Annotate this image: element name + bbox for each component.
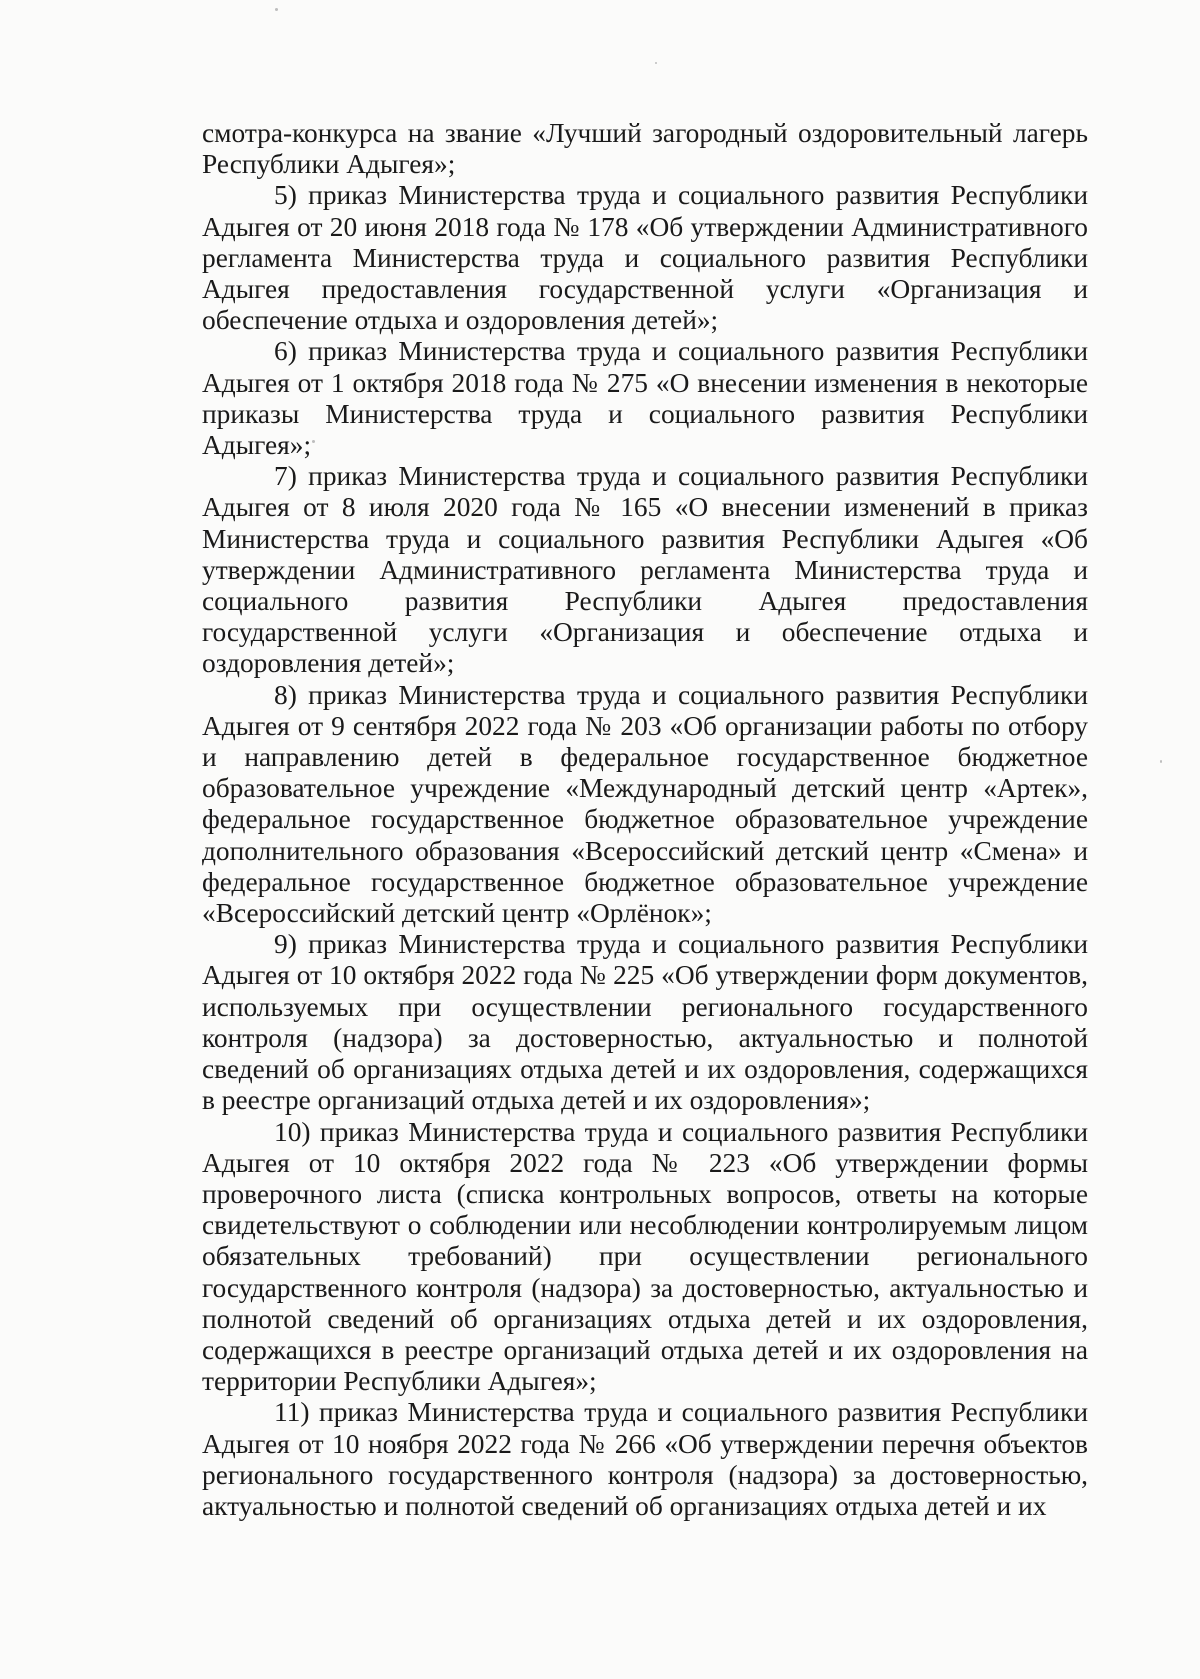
list-item-11: 11) приказ Министерства труда и социального развития Республики Адыгея от 10 ноября 2022 года № 266 «Об утверждении перечня объектов регионального государственного контроля (надзора) за достоверностью, актуальностью и полнотой сведений об организациях отдыха детей и их	[202, 1397, 1088, 1521]
list-item-10: 10) приказ Министерства труда и социального развития Республики Адыгея от 10 октября 2022 года № 223 «Об утверждении формы проверочного листа (списка контрольных вопросов, ответы на которые свидетельствуют о соблюдении или несоблюдении контролируемым лицом обязательных требований) при осуществлении регионального государственного контроля (надзора) за достоверностью, актуальностью и полнотой сведений об организациях отдыха детей и их оздоровления, содержащихся в реестре организаций отдыха детей и их оздоровления на территории Республики Адыгея»;	[202, 1116, 1088, 1397]
list-item-9: 9) приказ Министерства труда и социального развития Республики Адыгея от 10 октября 2022 года № 225 «Об утверждении форм документов, используемых при осуществлении регионального государственного контроля (надзора) за достоверностью, актуальностью и полнотой сведений об организациях отдыха детей и их оздоровления, содержащихся в реестре организаций отдыха детей и их оздоровления»;	[202, 929, 1088, 1116]
list-item-8: 8) приказ Министерства труда и социального развития Республики Адыгея от 9 сентября 2022 года № 203 «Об организации работы по отбору и направлению детей в федеральное государственное бюджетное образовательное учреждение «Международный детский центр «Артек», федеральное государственное бюджетное образовательное учреждение дополнительного образования «Всероссийский детский центр «Смена» и федеральное государственное бюджетное образовательное учреждение «Всероссийский детский центр «Орлёнок»;	[202, 679, 1088, 929]
list-item-6: 6) приказ Министерства труда и социального развития Республики Адыгея от 1 октября 2018 года № 275 «О внесении изменения в некоторые приказы Министерства труда и социального развития Республики Адыгея»;	[202, 336, 1088, 461]
list-item-5: 5) приказ Министерства труда и социального развития Республики Адыгея от 20 июня 2018 года № 178 «Об утверждении Административного регламента Министерства труда и социального развития Республики Адыгея предоставления государственной услуги «Организация и обеспечение отдыха и оздоровления детей»;	[202, 180, 1088, 336]
scan-speck	[655, 62, 657, 64]
scan-speck	[275, 8, 278, 11]
scan-speck	[1160, 760, 1162, 763]
document-body	[202, 118, 1088, 1522]
paragraph-continuation: смотра-конкурса на звание «Лучший загородный оздоровительный лагерь Республики Адыгея»;	[202, 118, 1088, 180]
list-item-7: 7) приказ Министерства труда и социального развития Республики Адыгея от 8 июля 2020 года № 165 «О внесении изменений в приказ Министерства труда и социального развития Республики Адыгея «Об утверждении Административного регламента Министерства труда и социального развития Республики Адыгея предоставления государственной услуги «Организация и обеспечение отдыха и оздоровления детей»;	[202, 461, 1088, 679]
